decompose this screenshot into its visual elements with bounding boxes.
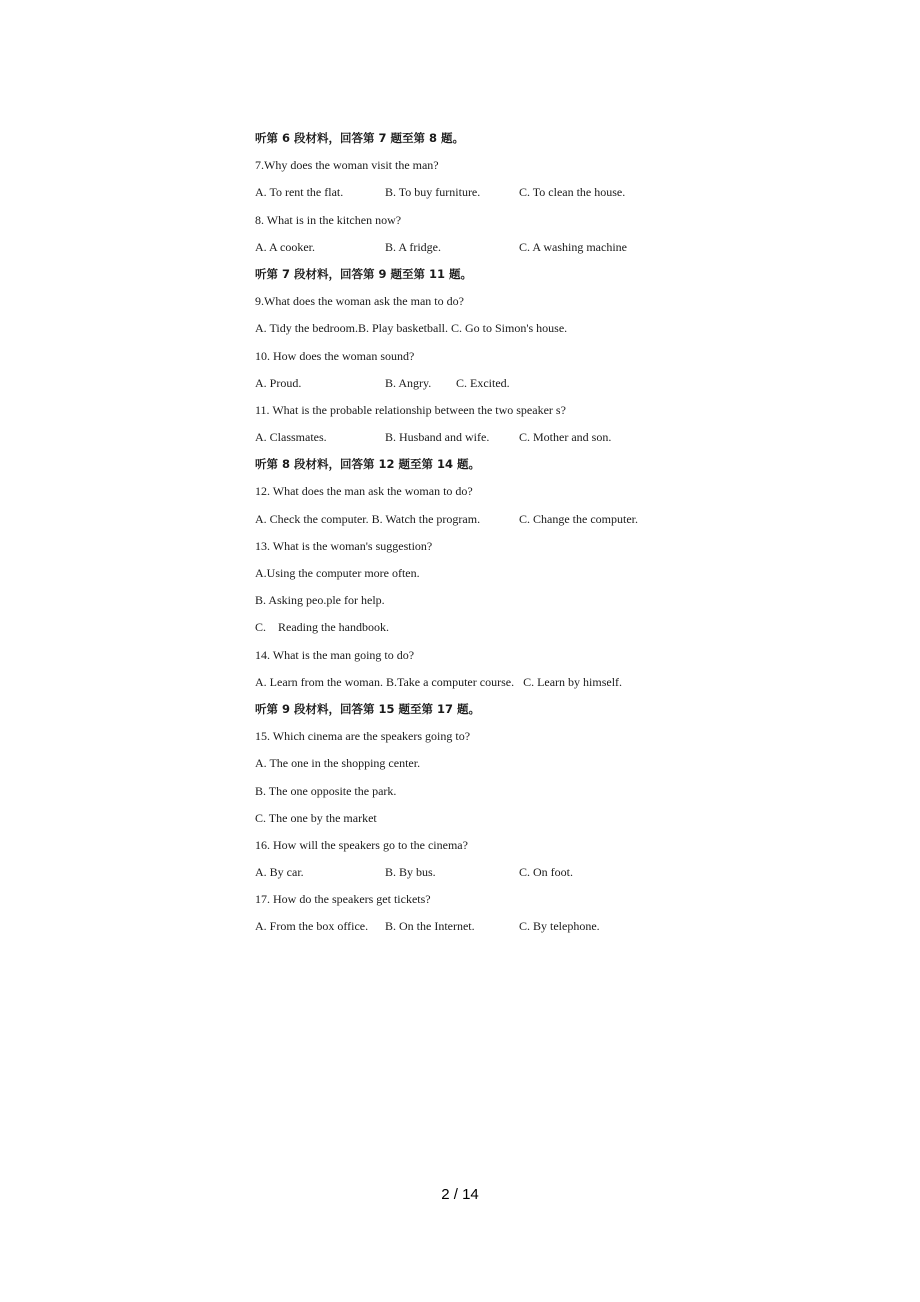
option-a: A. Classmates. [255,430,327,445]
listening-questions [255,129,675,945]
question-17: 17. How do the speakers get tickets? [255,892,431,907]
option-a: A. By car. [255,865,304,880]
option-b: B. On the Internet. [385,919,475,934]
question-9-options: A. Tidy the bedroom.B. Play basketball. C. Go to Simon's house. [255,321,568,336]
section-heading-7: 听第 7 段材料，回答第 9 题至第 11 题。 [255,266,473,281]
option-a: A. Proud. [255,375,302,390]
option-c: C. Mother and son. [519,430,612,445]
option-c: C. On foot. [519,865,573,880]
question-12-options [255,510,675,537]
question-17-options [255,917,675,944]
option-b: B. To buy furniture. [385,185,481,200]
question-14: 14. What is the man going to do? [255,647,415,662]
question-15-option-c: C. The one by the market [255,810,377,825]
question-9: 9.What does the woman ask the man to do? [255,294,464,309]
section-heading-9: 听第 9 段材料，回答第 15 题至第 17 题。 [255,701,481,716]
question-8-options [255,238,675,265]
question-8: 8. What is in the kitchen now? [255,212,402,227]
option-b: B. Husband and wife. [385,430,490,445]
question-10: 10. How does the woman sound? [255,348,415,363]
question-7: 7.Why does the woman visit the man? [255,158,439,173]
question-11: 11. What is the probable relationship between the two speaker s? [255,402,566,417]
option-c: C. To clean the house. [519,185,626,200]
option-c: C. Excited. [456,375,510,390]
option-a: A. A cooker. [255,239,315,254]
question-10-options [255,374,675,401]
question-14-options: A. Learn from the woman. B.Take a computer course. C. Learn by himself. [255,674,623,689]
option-a: A. From the box office. [255,919,369,934]
option-b: B. By bus. [385,865,436,880]
option-b: B. A fridge. [385,239,441,254]
option-a: A. To rent the flat. [255,185,344,200]
option-c: C. By telephone. [519,919,600,934]
question-7-options [255,183,675,210]
question-11-options [255,428,675,455]
question-15-option-a: A. The one in the shopping center. [255,756,421,771]
option-b: B. Angry. [385,375,432,390]
question-13: 13. What is the woman's suggestion? [255,538,433,553]
option-a-b: A. Check the computer. B. Watch the program. [255,511,481,526]
question-15-option-b: B. The one opposite the park. [255,783,397,798]
question-13-option-a: A.Using the computer more often. [255,566,420,580]
question-15: 15. Which cinema are the speakers going to? [255,729,471,744]
question-13-option-c: C. Reading the handbook. [255,620,389,635]
question-16-options [255,863,675,890]
question-16: 16. How will the speakers go to the cinema? [255,837,468,852]
section-heading-8: 听第 8 段材料，回答第 12 题至第 14 题。 [255,457,481,472]
page-number: 2 / 14 [441,1186,479,1203]
question-12: 12. What does the man ask the woman to do? [255,484,473,499]
section-heading-6: 听第 6 段材料，回答第 7 题至第 8 题。 [255,131,465,145]
option-c: C. A washing machine [519,239,627,254]
option-c: C. Change the computer. [519,511,638,526]
question-13-option-b: B. Asking peo.ple for help. [255,593,385,608]
